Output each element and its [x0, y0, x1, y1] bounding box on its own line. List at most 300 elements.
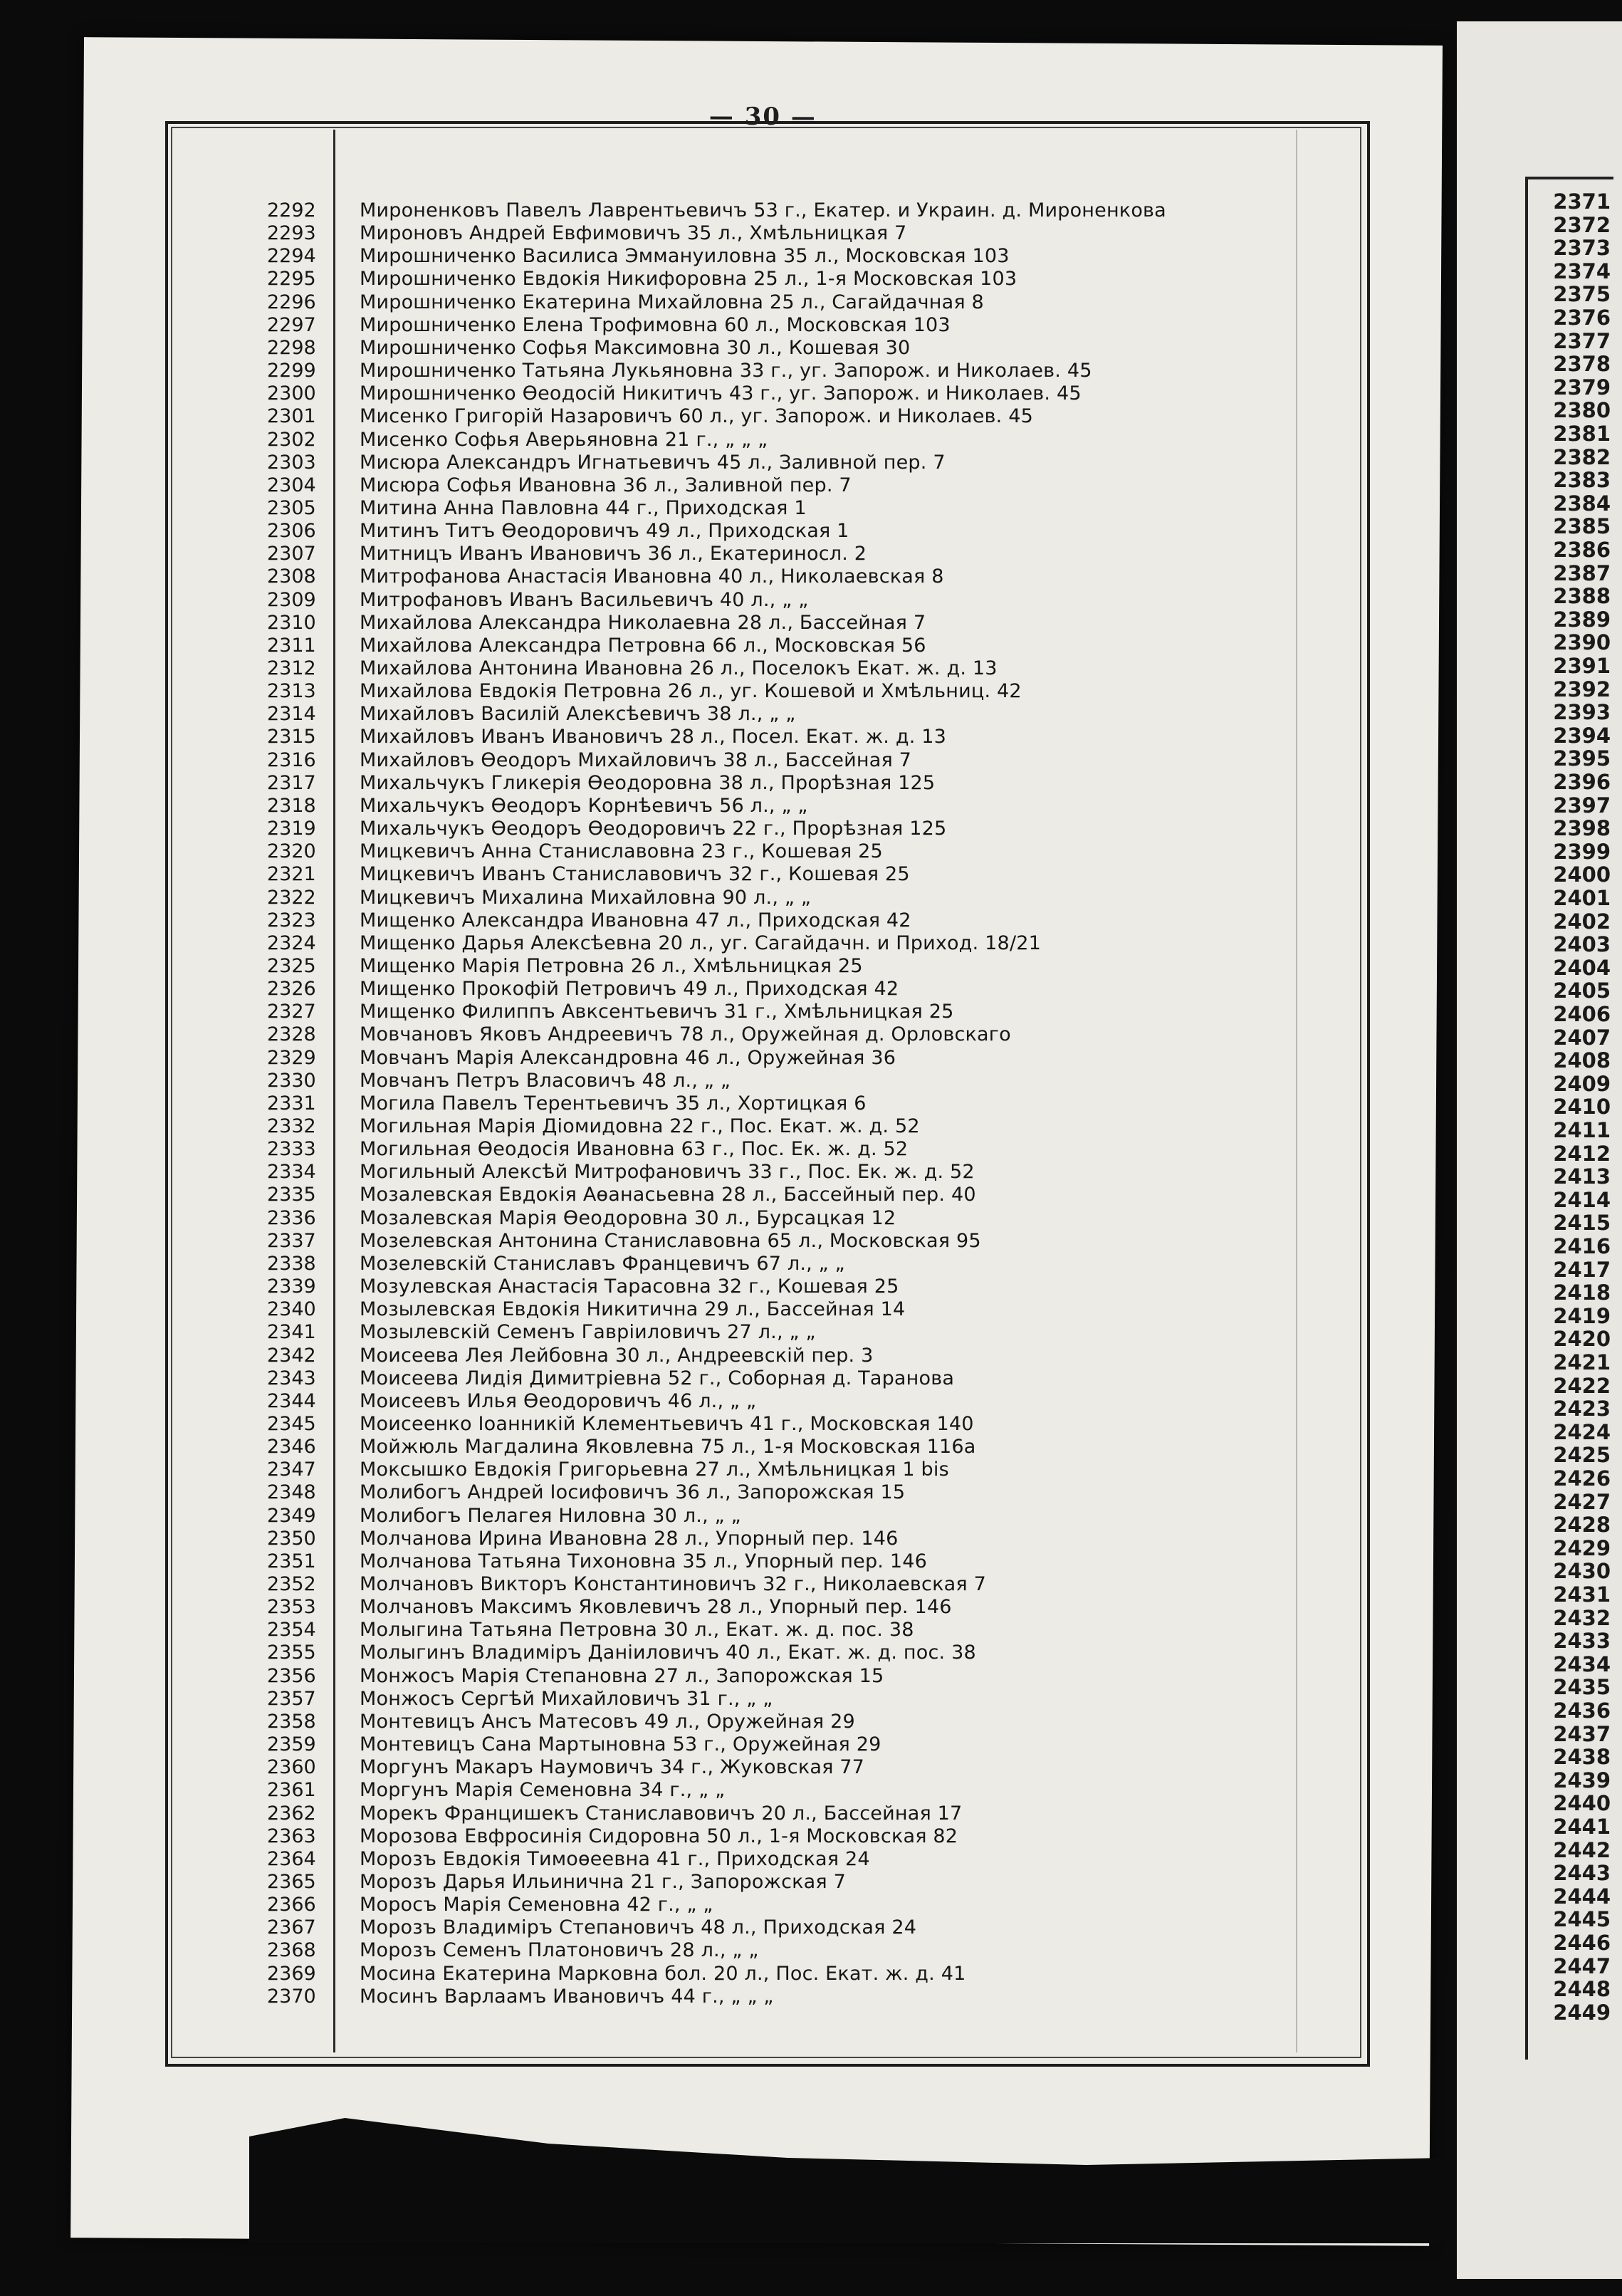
adjacent-entry-number: 2407 — [1553, 1025, 1611, 1050]
entry-number: 2295 — [267, 268, 316, 291]
entry-number: 2348 — [267, 1481, 316, 1504]
list-item — [0, 1115, 1424, 1138]
adjacent-entry-number: 2380 — [1553, 398, 1611, 423]
entry-text: Молчанова Ирина Ивановна 28 л., Упорный пер. 146 — [360, 1527, 899, 1550]
entry-text: Митницъ Иванъ Ивановичъ 36 л., Екатериносл. 2 — [360, 543, 867, 565]
list-item — [0, 1848, 1424, 1871]
list-item — [0, 1733, 1424, 1756]
list-item — [0, 1413, 1424, 1436]
entry-text: Мозулевская Анастасія Тарасовна 32 г., Кошевая 25 — [360, 1275, 899, 1298]
entry-text: Монтевицъ Ансъ Матесовъ 49 л., Оружейная 29 — [360, 1710, 855, 1733]
entry-text: Михайловъ Ѳеодоръ Михайловичъ 38 л., Бассейная 7 — [360, 748, 912, 771]
entry-text: Мироненковъ Павелъ Лаврентьевичъ 53 г., Екатер. и Украин. д. Мироненкова — [360, 199, 1166, 221]
entry-number: 2368 — [267, 1939, 316, 1962]
adjacent-entry-number: 2412 — [1553, 1141, 1611, 1166]
list-item — [0, 1825, 1424, 1848]
entry-number: 2347 — [267, 1459, 316, 1481]
entry-text: Мозалевская Марія Ѳеодоровна 30 л., Бурсацкая 12 — [360, 1206, 896, 1229]
entry-text: Мищенко Филиппъ Авксентьевичъ 31 г., Хмѣльницкая 25 — [360, 1001, 954, 1023]
list-item — [0, 1619, 1424, 1642]
adjacent-entry-number: 2396 — [1553, 770, 1611, 794]
entry-text: Моисеева Лея Лейбовна 30 л., Андреевскій пер. 3 — [360, 1344, 874, 1367]
entry-text: Мирошниченко Василиса Эммануиловна 35 л., Московская 103 — [360, 245, 1010, 268]
adjacent-entry-number: 2434 — [1553, 1651, 1611, 1676]
entry-text: Монжосъ Сергѣй Михайловичъ 31 г., „ „ — [360, 1687, 773, 1710]
entry-number: 2334 — [267, 1161, 316, 1184]
entry-number: 2359 — [267, 1733, 316, 1756]
list-item — [0, 795, 1424, 818]
list-item — [0, 429, 1424, 452]
entry-text: Моксышко Евдокія Григорьевна 27 л., Хмѣльницкая 1 bis — [360, 1459, 949, 1481]
entry-text: Мосина Екатерина Марковна бол. 20 л., Пос. Екат. ж. д. 41 — [360, 1962, 966, 1985]
list-item — [0, 1253, 1424, 1275]
entry-number: 2331 — [267, 1092, 316, 1115]
entry-text: Морозъ Семенъ Платоновичъ 28 л., „ „ — [360, 1939, 759, 1962]
entry-text: Молчанова Татьяна Тихоновна 35 л., Упорный пер. 146 — [360, 1550, 927, 1572]
entry-number: 2315 — [267, 726, 316, 748]
list-item — [0, 1756, 1424, 1779]
entry-number: 2310 — [267, 611, 316, 634]
entry-number: 2321 — [267, 863, 316, 886]
adjacent-entry-number: 2414 — [1553, 1187, 1611, 1212]
adjacent-entry-number: 2442 — [1553, 1837, 1611, 1862]
entry-text: Могильная Ѳеодосія Ивановна 63 г., Пос. Ек. ж. д. 52 — [360, 1138, 909, 1161]
entry-number: 2369 — [267, 1962, 316, 1985]
list-item — [0, 452, 1424, 474]
adjacent-entry-number: 2423 — [1553, 1397, 1611, 1421]
entry-text: Мирошниченко Евдокія Никифоровна 25 л., 1-я Московская 103 — [360, 268, 1017, 291]
entry-number: 2305 — [267, 496, 316, 519]
list-item — [0, 1275, 1424, 1298]
entry-text: Мозалевская Евдокія Аѳанасьевна 28 л., Бассейный пер. 40 — [360, 1184, 976, 1206]
entry-number: 2320 — [267, 840, 316, 863]
entry-number: 2306 — [267, 520, 316, 543]
adjacent-entry-number: 2429 — [1553, 1535, 1611, 1560]
entry-text: Мовчанъ Марія Александровна 46 л., Оружейная 36 — [360, 1046, 896, 1069]
adjacent-entry-number: 2426 — [1553, 1466, 1611, 1491]
entry-text: Мицкевичъ Анна Станиславовна 23 г., Кошевая 25 — [360, 840, 883, 863]
entry-number: 2330 — [267, 1069, 316, 1092]
entry-number: 2328 — [267, 1023, 316, 1046]
entry-number: 2340 — [267, 1298, 316, 1321]
entry-number: 2307 — [267, 543, 316, 565]
list-item — [0, 1871, 1424, 1894]
entry-text: Мироновъ Андрей Евфимовичъ 35 л., Хмѣльницкая 7 — [360, 222, 907, 245]
adjacent-entry-number: 2419 — [1553, 1303, 1611, 1328]
list-item — [0, 1916, 1424, 1939]
adjacent-entry-number: 2408 — [1553, 1048, 1611, 1073]
entry-number: 2298 — [267, 336, 316, 359]
entry-text: Мищенко Марія Петровна 26 л., Хмѣльницкая 25 — [360, 954, 863, 977]
entry-number: 2338 — [267, 1252, 316, 1275]
entry-text: Мицкевичъ Михалина Михайловна 90 л., „ „ — [360, 886, 812, 909]
entry-number: 2301 — [267, 405, 316, 428]
adjacent-entry-number: 2383 — [1553, 468, 1611, 493]
list-item — [0, 1665, 1424, 1688]
entry-number: 2294 — [267, 245, 316, 268]
entry-number: 2342 — [267, 1344, 316, 1367]
entry-number: 2336 — [267, 1206, 316, 1229]
list-item — [0, 932, 1424, 955]
entry-number: 2341 — [267, 1321, 316, 1344]
entry-text: Молчановъ Максимъ Яковлевичъ 28 л., Упорный пер. 146 — [360, 1596, 952, 1619]
entry-number: 2324 — [267, 932, 316, 954]
adjacent-entry-number: 2378 — [1553, 352, 1611, 377]
entry-number: 2318 — [267, 794, 316, 817]
list-item — [0, 520, 1424, 543]
entry-text: Морекъ Францишекъ Станиславовичъ 20 л., Бассейная 17 — [360, 1802, 963, 1825]
entry-text: Мовчановъ Яковъ Андреевичъ 78 л., Оружейная д. Орловскаго — [360, 1023, 1011, 1046]
list-item — [0, 1779, 1424, 1802]
adjacent-entry-number: 2400 — [1553, 862, 1611, 887]
entry-text: Мисенко Григорій Назаровичъ 60 л., уг. Запорож. и Николаев. 45 — [360, 405, 1033, 428]
adjacent-entry-number: 2424 — [1553, 1419, 1611, 1444]
adjacent-entry-number: 2373 — [1553, 236, 1611, 261]
entry-text: Мицкевичъ Иванъ Станиславовичъ 32 г., Кошевая 25 — [360, 863, 910, 886]
adjacent-entry-number: 2381 — [1553, 422, 1611, 446]
adjacent-entry-number: 2372 — [1553, 212, 1611, 237]
list-item — [0, 382, 1424, 405]
list-item — [0, 1985, 1424, 2008]
entry-number: 2357 — [267, 1687, 316, 1710]
adjacent-entry-number: 2386 — [1553, 538, 1611, 562]
adjacent-entry-number: 2437 — [1553, 1721, 1611, 1746]
entry-number: 2339 — [267, 1275, 316, 1298]
entry-text: Михайлова Александра Петровна 66 л., Московская 56 — [360, 634, 926, 657]
entry-number: 2302 — [267, 428, 316, 451]
adjacent-entry-number: 2406 — [1553, 1002, 1611, 1026]
adjacent-entry-number: 2387 — [1553, 560, 1611, 585]
entry-number: 2364 — [267, 1847, 316, 1870]
entry-number: 2303 — [267, 451, 316, 474]
adjacent-entry-number: 2390 — [1553, 630, 1611, 655]
adjacent-entry-number: 2435 — [1553, 1675, 1611, 1700]
entry-text: Мосинъ Варлаамъ Ивановичъ 44 г., „ „ „ — [360, 1985, 774, 2008]
adjacent-entry-number: 2417 — [1553, 1257, 1611, 1282]
adjacent-entry-number: 2444 — [1553, 1884, 1611, 1909]
list-item — [0, 565, 1424, 588]
entry-number: 2300 — [267, 382, 316, 405]
adjacent-entry-number: 2391 — [1553, 654, 1611, 678]
entry-text: Мойжюль Магдалина Яковлевна 75 л., 1-я Московская 116а — [360, 1436, 976, 1459]
entry-number: 2332 — [267, 1115, 316, 1137]
list-item — [0, 268, 1424, 291]
entry-number: 2349 — [267, 1504, 316, 1527]
entry-text: Мороcъ Марія Семеновна 42 г., „ „ — [360, 1894, 713, 1916]
adjacent-entry-number: 2420 — [1553, 1327, 1611, 1352]
list-item — [0, 1092, 1424, 1115]
list-item — [0, 703, 1424, 726]
adjacent-entry-number: 2438 — [1553, 1745, 1611, 1770]
entry-text: Митрофановъ Иванъ Васильевичъ 40 л., „ „ — [360, 588, 809, 611]
entry-text: Моисеевъ Илья Ѳеодоровичъ 46 л., „ „ — [360, 1389, 757, 1412]
adjacent-entry-number: 2428 — [1553, 1513, 1611, 1538]
list-item — [0, 1573, 1424, 1596]
adjacent-entry-number: 2405 — [1553, 979, 1611, 1003]
entry-text: Морозъ Евдокія Тимоѳеевна 41 г., Приходская 24 — [360, 1847, 870, 1870]
entry-number: 2299 — [267, 360, 316, 382]
entry-text: Мозелевскій Станиславъ Францевичъ 67 л., „ „ — [360, 1252, 845, 1275]
entry-text: Мирошниченко Татьяна Лукьяновна 33 г., уг. Запорож. и Николаев. 45 — [360, 360, 1092, 382]
entry-number: 2345 — [267, 1412, 316, 1435]
adjacent-entry-number: 2439 — [1553, 1768, 1611, 1793]
adjacent-entry-number: 2446 — [1553, 1931, 1611, 1955]
entry-number: 2370 — [267, 1985, 316, 2008]
adjacent-entry-number: 2431 — [1553, 1582, 1611, 1607]
list-item — [0, 1390, 1424, 1413]
adjacent-entry-number: 2402 — [1553, 909, 1611, 934]
adjacent-entry-number: 2448 — [1553, 1977, 1611, 2002]
list-item — [0, 1505, 1424, 1528]
entry-number: 2297 — [267, 313, 316, 336]
entry-text: Михальчукъ Гликерія Ѳеодоровна 38 л., Прорѣзная 125 — [360, 771, 936, 794]
entry-number: 2366 — [267, 1894, 316, 1916]
adjacent-entry-number: 2377 — [1553, 328, 1611, 353]
list-item — [0, 1001, 1424, 1023]
list-item — [0, 360, 1424, 382]
adjacent-entry-number: 2374 — [1553, 259, 1611, 283]
list-item — [0, 909, 1424, 932]
adjacent-entry-number: 2427 — [1553, 1489, 1611, 1514]
adjacent-entry-number: 2388 — [1553, 584, 1611, 609]
entry-number: 2335 — [267, 1184, 316, 1206]
adjacent-entry-number: 2403 — [1553, 932, 1611, 957]
entry-text: Митрофанова Анастасія Ивановна 40 л., Николаевская 8 — [360, 565, 944, 588]
entry-number: 2312 — [267, 657, 316, 679]
adjacent-entry-number: 2375 — [1553, 282, 1611, 307]
adjacent-entry-number: 2443 — [1553, 1861, 1611, 1886]
adjacent-entry-number: 2409 — [1553, 1071, 1611, 1096]
entry-text: Молыгина Татьяна Петровна 30 л., Екат. ж. д. пос. 38 — [360, 1619, 914, 1642]
list-item — [0, 1023, 1424, 1046]
entry-text: Мищенко Александра Ивановна 47 л., Приходская 42 — [360, 909, 911, 932]
adjacent-entry-number: 2376 — [1553, 306, 1611, 330]
adjacent-entry-number: 2389 — [1553, 607, 1611, 632]
list-item — [0, 818, 1424, 840]
entry-number: 2317 — [267, 771, 316, 794]
entry-text: Моргунъ Марія Семеновна 34 г., „ „ — [360, 1779, 726, 1802]
entry-number: 2292 — [267, 199, 316, 221]
list-item — [0, 497, 1424, 520]
entry-number: 2351 — [267, 1550, 316, 1572]
entry-number: 2362 — [267, 1802, 316, 1825]
list-item — [0, 1459, 1424, 1481]
entry-text: Михайлова Антонина Ивановна 26 л., Поселокъ Екат. ж. д. 13 — [360, 657, 998, 679]
list-item — [0, 1184, 1424, 1206]
list-item — [0, 1321, 1424, 1344]
entry-text: Мовчанъ Петръ Власовичъ 48 л., „ „ — [360, 1069, 731, 1092]
entry-number: 2361 — [267, 1779, 316, 1802]
adjacent-entry-number: 2371 — [1553, 189, 1611, 214]
entry-text: Моисеенко Іоанникій Клементьевичъ 41 г., Московская 140 — [360, 1412, 974, 1435]
adjacent-entry-number: 2397 — [1553, 793, 1611, 818]
page-number: — 30 — — [708, 102, 817, 132]
adjacent-entry-number: 2411 — [1553, 1118, 1611, 1142]
entry-number: 2313 — [267, 680, 316, 703]
list-item — [0, 199, 1424, 222]
adjacent-entry-number: 2445 — [1553, 1907, 1611, 1932]
entry-number: 2355 — [267, 1642, 316, 1664]
list-item — [0, 1345, 1424, 1367]
entry-text: Морозова Евфросинія Сидоровна 50 л., 1-я Московская 82 — [360, 1825, 958, 1847]
list-item — [0, 1161, 1424, 1184]
entry-number: 2358 — [267, 1710, 316, 1733]
entry-number: 2316 — [267, 748, 316, 771]
adjacent-entry-number: 2422 — [1553, 1373, 1611, 1398]
list-item — [0, 405, 1424, 428]
list-item — [0, 222, 1424, 245]
entry-number: 2367 — [267, 1916, 316, 1939]
entry-number: 2314 — [267, 703, 316, 726]
entry-text: Мозылевскій Семенъ Гавріиловичъ 27 л., „ „ — [360, 1321, 816, 1344]
list-item — [0, 1070, 1424, 1092]
entry-text: Молибогъ Андрей Іосифовичъ 36 л., Запорожская 15 — [360, 1481, 906, 1504]
entry-number: 2319 — [267, 818, 316, 840]
entry-text: Михальчукъ Ѳеодоръ Ѳеодоровичъ 22 г., Прорѣзная 125 — [360, 818, 947, 840]
list-item — [0, 1642, 1424, 1664]
entry-text: Монжосъ Марія Степановна 27 л., Запорожская 15 — [360, 1664, 884, 1687]
adjacent-entry-number: 2432 — [1553, 1605, 1611, 1630]
adjacent-entry-number: 2401 — [1553, 886, 1611, 910]
entry-number: 2296 — [267, 291, 316, 313]
entry-text: Михайлова Евдокія Петровна 26 л., уг. Кошевой и Хмѣльниц. 42 — [360, 680, 1022, 703]
adjacent-entry-number: 2385 — [1553, 514, 1611, 539]
list-item — [0, 772, 1424, 795]
list-item — [0, 978, 1424, 1001]
entry-text: Мищенко Прокофій Петровичъ 49 л., Приходская 42 — [360, 978, 899, 1001]
entry-number: 2353 — [267, 1596, 316, 1619]
entry-number: 2308 — [267, 565, 316, 588]
entry-text: Монтевицъ Сана Мартыновна 53 г., Оружейная 29 — [360, 1733, 881, 1756]
entry-number: 2363 — [267, 1825, 316, 1847]
entry-number: 2356 — [267, 1664, 316, 1687]
entry-text: Мисенко Софья Аверьяновна 21 г., „ „ „ — [360, 428, 768, 451]
entry-text: Михайлова Александра Николаевна 28 л., Бассейная 7 — [360, 611, 926, 634]
entry-number: 2365 — [267, 1870, 316, 1893]
entry-number: 2346 — [267, 1436, 316, 1459]
adjacent-entry-number: 2421 — [1553, 1350, 1611, 1374]
entry-text: Могильный Алексѣй Митрофановичъ 33 г., Пос. Ек. ж. д. 52 — [360, 1161, 975, 1184]
entry-text: Михальчукъ Ѳеодоръ Корнѣевичъ 56 л., „ „ — [360, 794, 808, 817]
adjacent-entry-number: 2433 — [1553, 1629, 1611, 1654]
adjacent-entry-number: 2430 — [1553, 1559, 1611, 1584]
list-item — [0, 887, 1424, 909]
list-item — [0, 314, 1424, 337]
entry-number: 2326 — [267, 978, 316, 1001]
list-item — [0, 1481, 1424, 1504]
list-item — [0, 1688, 1424, 1711]
entry-number: 2327 — [267, 1001, 316, 1023]
entry-number: 2325 — [267, 954, 316, 977]
adjacent-entry-number: 2392 — [1553, 677, 1611, 701]
adjacent-entry-number: 2418 — [1553, 1280, 1611, 1305]
list-item — [0, 635, 1424, 657]
entry-number: 2337 — [267, 1229, 316, 1252]
entry-text: Молибогъ Пелагея Ниловна 30 л., „ „ — [360, 1504, 741, 1527]
list-item — [0, 1047, 1424, 1070]
entry-text: Мисюра Софья Ивановна 36 л., Заливной пер. 7 — [360, 474, 852, 496]
entry-text: Митина Анна Павловна 44 г., Приходская 1 — [360, 496, 807, 519]
list-item — [0, 337, 1424, 360]
list-item — [0, 1711, 1424, 1733]
adjacent-entry-number: 2382 — [1553, 444, 1611, 469]
entry-text: Михайловъ Василій Алексѣевичъ 38 л., „ „ — [360, 703, 796, 726]
adjacent-entry-number: 2415 — [1553, 1211, 1611, 1236]
entry-text: Митинъ Титъ Ѳеодоровичъ 49 л., Приходская 1 — [360, 520, 849, 543]
adjacent-entry-number: 2404 — [1553, 955, 1611, 980]
list-item — [0, 1939, 1424, 1962]
adjacent-entry-number: 2393 — [1553, 700, 1611, 725]
adjacent-entry-number: 2395 — [1553, 746, 1611, 771]
list-item — [0, 1528, 1424, 1550]
adjacent-entry-number: 2379 — [1553, 375, 1611, 400]
entry-text: Морозъ Владиміръ Степановичъ 48 л., Приходская 24 — [360, 1916, 917, 1939]
list-item — [0, 1367, 1424, 1390]
entry-number: 2333 — [267, 1138, 316, 1161]
entry-text: Мирошниченко Екатерина Михайловна 25 л., Сагайдачная 8 — [360, 291, 984, 313]
entry-number: 2311 — [267, 634, 316, 657]
adjacent-entry-number: 2436 — [1553, 1698, 1611, 1723]
list-item — [0, 749, 1424, 772]
list-item — [0, 1963, 1424, 1985]
entry-text: Мисюра Александръ Игнатьевичъ 45 л., Заливной пер. 7 — [360, 451, 946, 474]
entry-number: 2344 — [267, 1389, 316, 1412]
list-item — [0, 1207, 1424, 1230]
list-item — [0, 474, 1424, 497]
list-item — [0, 657, 1424, 680]
entry-text: Моргунъ Макаръ Наумовичъ 34 г., Жуковская 77 — [360, 1756, 865, 1779]
entry-text: Молчановъ Викторъ Константиновичъ 32 г., Николаевская 7 — [360, 1573, 986, 1595]
list-item — [0, 589, 1424, 612]
entry-text: Михайловъ Иванъ Ивановичъ 28 л., Посел. Екат. ж. д. 13 — [360, 726, 947, 748]
entry-text: Молыгинъ Владиміръ Даніиловичъ 40 л., Екат. ж. д. пос. 38 — [360, 1642, 976, 1664]
adjacent-entry-number: 2410 — [1553, 1095, 1611, 1120]
entry-text: Моисеева Лидія Димитріевна 52 г., Соборная д. Таранова — [360, 1367, 955, 1389]
entry-number: 2343 — [267, 1367, 316, 1389]
adjacent-entry-number: 2425 — [1553, 1443, 1611, 1468]
adjacent-entry-number: 2440 — [1553, 1791, 1611, 1816]
entry-number: 2352 — [267, 1573, 316, 1595]
adjacent-entry-number: 2384 — [1553, 491, 1611, 516]
list-item — [0, 612, 1424, 635]
list-item — [0, 840, 1424, 863]
list-item — [0, 1298, 1424, 1321]
entry-number: 2360 — [267, 1756, 316, 1779]
list-item — [0, 726, 1424, 748]
entry-number: 2329 — [267, 1046, 316, 1069]
entry-number: 2293 — [267, 222, 316, 245]
list-item — [0, 1138, 1424, 1161]
entry-number: 2322 — [267, 886, 316, 909]
entry-text: Мозылевская Евдокія Никитична 29 л., Бассейная 14 — [360, 1298, 906, 1321]
adjacent-entry-number: 2416 — [1553, 1234, 1611, 1258]
entry-text: Мирошниченко Елена Трофимовна 60 л., Московская 103 — [360, 313, 951, 336]
list-item — [0, 1550, 1424, 1573]
entry-text: Мирошниченко Софья Максимовна 30 л., Кошевая 30 — [360, 336, 911, 359]
adjacent-entry-number: 2449 — [1553, 2000, 1611, 2025]
entry-number: 2309 — [267, 588, 316, 611]
list-item — [0, 863, 1424, 886]
list-item — [0, 1894, 1424, 1916]
list-item — [0, 543, 1424, 565]
entry-number: 2354 — [267, 1619, 316, 1642]
list-item — [0, 1436, 1424, 1459]
entry-number: 2350 — [267, 1527, 316, 1550]
list-item — [0, 1802, 1424, 1825]
entry-text: Морозъ Дарья Ильинична 21 г., Запорожская 7 — [360, 1870, 847, 1893]
entry-text: Могильная Марія Діомидовна 22 г., Пос. Екат. ж. д. 52 — [360, 1115, 920, 1137]
entry-text: Мищенко Дарья Алексѣевна 20 л., уг. Сагайдачн. и Приход. 18/21 — [360, 932, 1041, 954]
